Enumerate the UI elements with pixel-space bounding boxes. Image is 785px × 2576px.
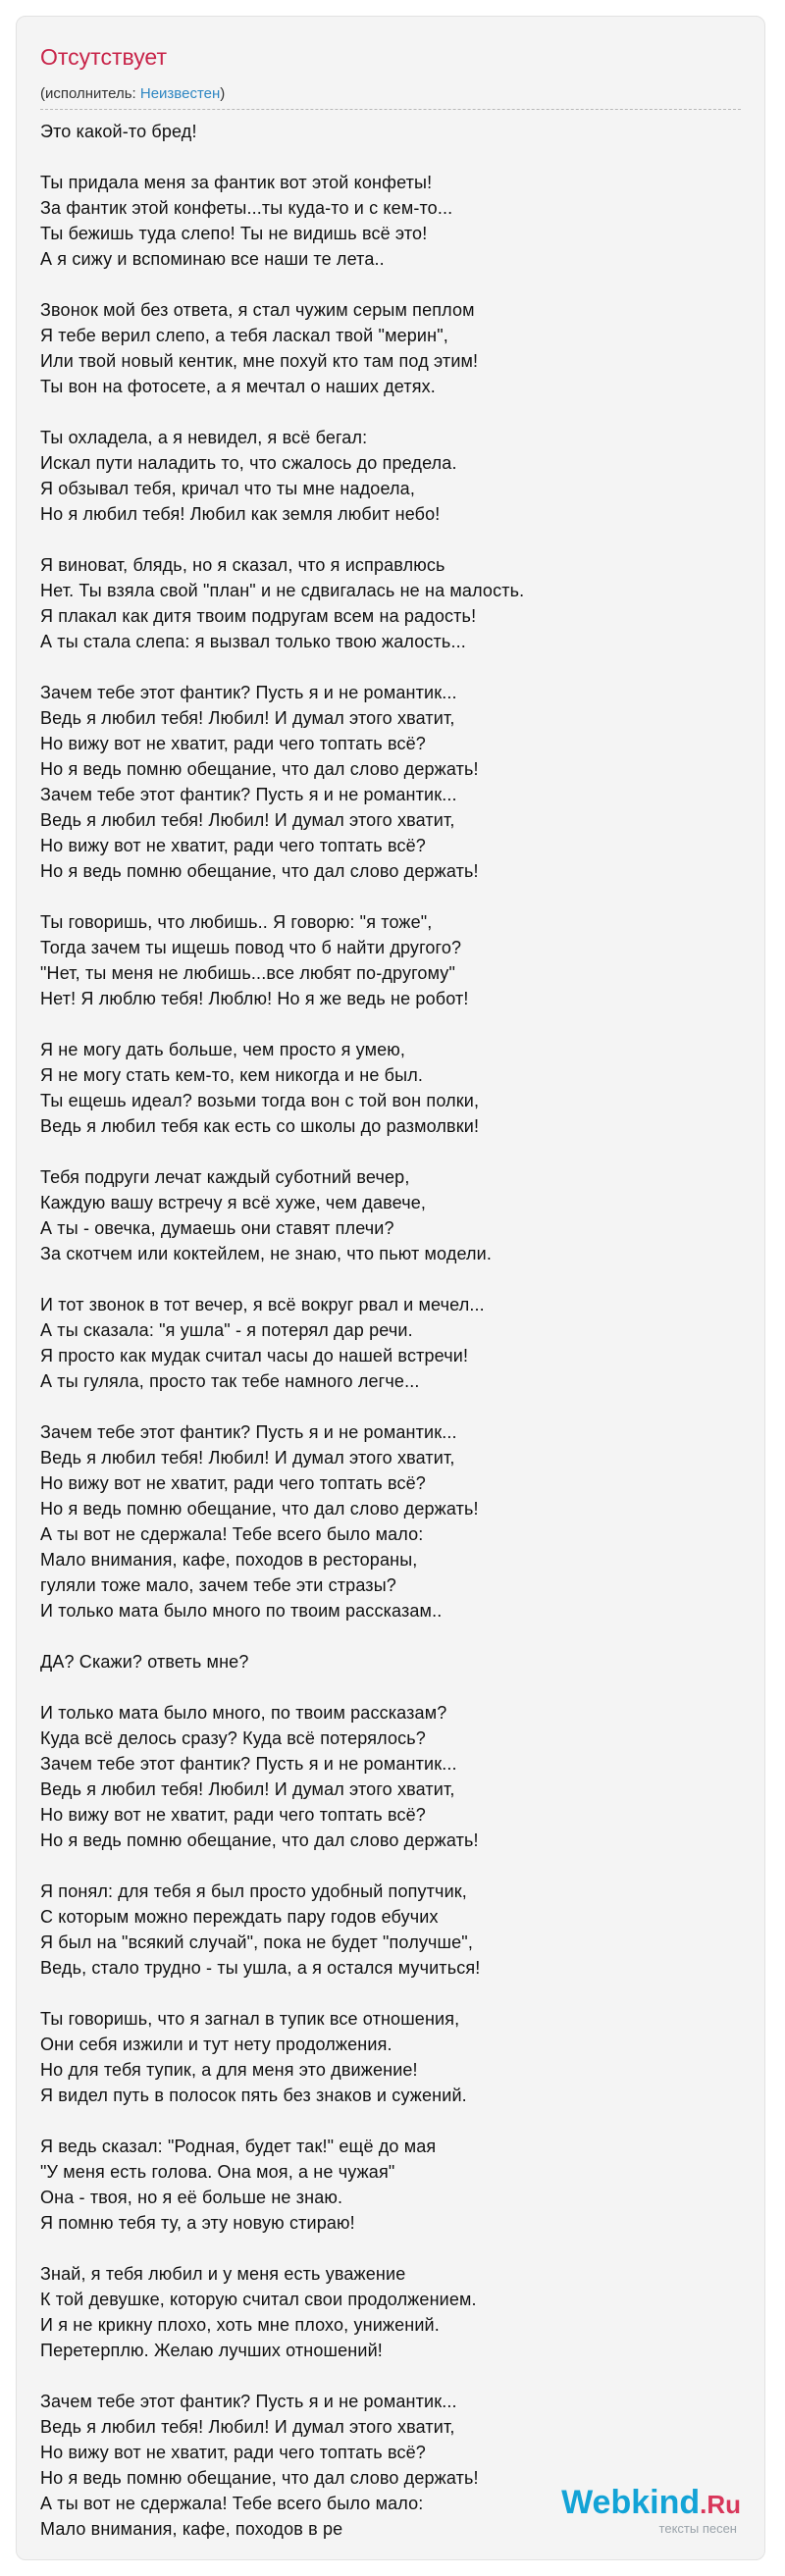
lyric-line: Ведь, стало трудно - ты ушла, а я остался мучиться! — [40, 1958, 481, 1978]
artist-prefix: (исполнитель: — [40, 85, 140, 102]
stanza-break — [40, 272, 745, 297]
lyric-line: А ты - овечка, думаешь они ставят плечи? — [40, 1218, 394, 1238]
stanza-break — [40, 1394, 745, 1419]
lyric-line: Я плакал как дитя твоим подругам всем на радость! — [40, 606, 477, 626]
lyric-line: Но для тебя тупик, а для меня это движение! — [40, 2060, 418, 2080]
artist-line — [40, 85, 225, 103]
lyric-line: Ведь я любил тебя! Любил! И думал этого хватит, — [40, 2417, 455, 2437]
lyric-line: Но вижу вот не хватит, ради чего топтать всё? — [40, 836, 426, 855]
lyric-line: Нет. Ты взяла свой "план" и не сдвигалась не на малость. — [40, 581, 525, 600]
logo-brand: Webkind — [561, 2484, 701, 2521]
lyric-line: Но вижу вот не хватит, ради чего топтать всё? — [40, 1473, 426, 1493]
artist-link[interactable]: Неизвестен — [139, 85, 221, 102]
logo-suffix: .Ru — [700, 2490, 741, 2519]
lyric-line: Звонок мой без ответа, я стал чужим серым пеплом — [40, 300, 475, 320]
lyric-line: Но я любил тебя! Любил как земля любит небо! — [40, 504, 441, 524]
site-logo[interactable] — [561, 2485, 741, 2536]
lyric-line: Ты говоришь, что любишь.. Я говорю: "я тоже", — [40, 912, 433, 932]
lyric-line: За фантик этой конфеты...ты куда-то и с кем-то... — [40, 198, 453, 218]
logo-wordmark — [561, 2485, 741, 2522]
stanza-break — [40, 884, 745, 909]
lyric-line: Но вижу вот не хватит, ради чего топтать всё? — [40, 1805, 426, 1825]
lyric-line: А ты вот не сдержала! Тебе всего было мало: — [40, 1524, 424, 1544]
lyric-line: "У меня есть голова. Она моя, а не чужая" — [40, 2162, 395, 2182]
stanza-break — [40, 1623, 745, 1649]
lyric-line: Тогда зачем ты ищешь повод что б найти другого? — [40, 938, 462, 957]
stanza-break — [40, 1853, 745, 1879]
divider — [40, 109, 741, 110]
lyric-line: Я видел путь в полосок пять без знаков и сужений. — [40, 2086, 467, 2105]
lyric-line: А ты гуляла, просто так тебе намного легче... — [40, 1371, 420, 1391]
lyric-line: Нет! Я люблю тебя! Люблю! Но я же ведь не робот! — [40, 989, 469, 1008]
lyric-line: Тебя подруги лечат каждый суботний вечер, — [40, 1167, 410, 1187]
lyric-line: Ведь я любил тебя! Любил! И думал этого хватит, — [40, 810, 455, 830]
song-title: Отсутствует — [40, 44, 167, 70]
stanza-break — [40, 1674, 745, 1700]
lyric-line: Знай, я тебя любил и у меня есть уважение — [40, 2264, 406, 2284]
lyric-line: И только мата было много, по твоим рассказам? — [40, 1703, 447, 1723]
lyric-line: Куда всё делось сразу? Куда всё потерялось? — [40, 1728, 426, 1748]
lyric-line: Мало внимания, кафе, походов в рестораны, — [40, 1550, 418, 1570]
lyric-line: Я ведь сказал: "Родная, будет так!" ещё до мая — [40, 2137, 437, 2156]
lyric-line: Перетерплю. Желаю лучших отношений! — [40, 2341, 383, 2360]
lyric-line: Я не могу дать больше, чем просто я умею, — [40, 1040, 406, 1059]
artist-suffix: ) — [220, 85, 226, 102]
lyric-line: Мало внимания, кафе, походов в ре — [40, 2519, 343, 2539]
lyric-line: И только мата было много по твоим рассказам.. — [40, 1601, 443, 1621]
lyric-line: Они себя изжили и тут нету продолжения. — [40, 2035, 392, 2054]
stanza-break — [40, 1981, 745, 2006]
stanza-break — [40, 2108, 745, 2134]
lyrics-card — [16, 16, 765, 2560]
lyric-line: Я виноват, блядь, но я сказал, что я исправлюсь — [40, 555, 445, 575]
lyric-line: Я понял: для тебя я был просто удобный попутчик, — [40, 1881, 467, 1901]
stanza-break — [40, 1139, 745, 1164]
lyric-line: Это какой-то бред! — [40, 122, 197, 141]
lyric-line: Но я ведь помню обещание, что дал слово держать! — [40, 1499, 479, 1519]
stanza-break — [40, 1011, 745, 1037]
lyric-line: Ведь я любил тебя как есть со школы до размолвки! — [40, 1116, 480, 1136]
lyric-line: Но я ведь помню обещание, что дал слово держать! — [40, 2468, 479, 2488]
lyric-line: Я не могу стать кем-то, кем никогда и не был. — [40, 1065, 424, 1085]
lyric-line: А ты стала слепа: я вызвал только твою жалость... — [40, 632, 466, 651]
lyrics-text — [40, 119, 745, 2542]
logo-tagline: тексты песен — [658, 2521, 737, 2536]
lyric-line: Она - твоя, но я её больше не знаю. — [40, 2188, 343, 2207]
lyric-line: Или твой новый кентик, мне похуй кто там под этим! — [40, 351, 479, 371]
lyric-line: Я просто как мудак считал часы до нашей встречи! — [40, 1346, 469, 1365]
lyric-line: Ведь я любил тебя! Любил! И думал этого хватит, — [40, 1448, 455, 1468]
lyric-line: Ты охладела, а я невидел, я всё бегал: — [40, 428, 368, 447]
lyric-line: К той девушке, которую считал свои продолжением. — [40, 2290, 477, 2309]
stanza-break — [40, 527, 745, 552]
lyric-line: Зачем тебе этот фантик? Пусть я и не романтик... — [40, 1754, 457, 1774]
lyric-line: Каждую вашу встречу я всё хуже, чем давече, — [40, 1193, 427, 1212]
lyric-line: И я не крикну плохо, хоть мне плохо, унижений. — [40, 2315, 440, 2335]
lyric-line: Ты ещешь идеал? возьми тогда вон с той вон полки, — [40, 1091, 480, 1110]
lyric-line: Я тебе верил слепо, а тебя ласкал твой "мерин", — [40, 326, 448, 345]
lyric-line: А ты сказала: "я ушла" - я потерял дар речи. — [40, 1320, 413, 1340]
stanza-break — [40, 144, 745, 170]
lyric-line: ДА? Скажи? ответь мне? — [40, 1652, 249, 1672]
stanza-break — [40, 2363, 745, 2389]
lyric-line: А ты вот не сдержала! Тебе всего было мало: — [40, 2494, 424, 2513]
lyric-line: Зачем тебе этот фантик? Пусть я и не романтик... — [40, 683, 457, 702]
lyric-line: Я был на "всякий случай", пока не будет "получше", — [40, 1932, 473, 1952]
lyric-line: Зачем тебе этот фантик? Пусть я и не романтик... — [40, 1422, 457, 1442]
lyric-line: Ты придала меня за фантик вот этой конфеты! — [40, 173, 433, 192]
lyric-line: Ты бежишь туда слепо! Ты не видишь всё это! — [40, 224, 428, 243]
stanza-break — [40, 654, 745, 680]
lyric-line: А я сижу и вспоминаю все наши те лета.. — [40, 249, 385, 269]
lyric-line: Но я ведь помню обещание, что дал слово держать! — [40, 1830, 479, 1850]
lyric-line: Ведь я любил тебя! Любил! И думал этого хватит, — [40, 708, 455, 728]
lyric-line: Я помню тебя ту, а эту новую стираю! — [40, 2213, 355, 2233]
lyric-line: Я обзывал тебя, кричал что ты мне надоела, — [40, 479, 415, 498]
lyric-line: Но вижу вот не хватит, ради чего топтать всё? — [40, 2443, 426, 2462]
lyric-line: Но вижу вот не хватит, ради чего топтать всё? — [40, 734, 426, 753]
lyric-line: Зачем тебе этот фантик? Пусть я и не романтик... — [40, 2392, 457, 2411]
stanza-break — [40, 399, 745, 425]
lyric-line: Ты говоришь, что я загнал в тупик все отношения, — [40, 2009, 460, 2029]
stanza-break — [40, 1266, 745, 1292]
stanza-break — [40, 2236, 745, 2261]
lyric-line: И тот звонок в тот вечер, я всё вокруг рвал и мечел... — [40, 1295, 485, 1314]
lyric-line: Зачем тебе этот фантик? Пусть я и не романтик... — [40, 785, 457, 804]
lyric-line: Но я ведь помню обещание, что дал слово держать! — [40, 759, 479, 779]
lyric-line: "Нет, ты меня не любишь...все любят по-другому" — [40, 963, 455, 983]
lyric-line: Ведь я любил тебя! Любил! И думал этого хватит, — [40, 1779, 455, 1799]
lyric-line: Искал пути наладить то, что сжалось до предела. — [40, 453, 457, 473]
lyric-line: Ты вон на фотосете, а я мечтал о наших детях. — [40, 377, 436, 396]
lyric-line: С которым можно переждать пару годов ебучих — [40, 1907, 439, 1927]
lyric-line: За скотчем или коктейлем, не знаю, что пьют модели. — [40, 1244, 493, 1263]
lyric-line: гуляли тоже мало, зачем тебе эти стразы? — [40, 1575, 396, 1595]
lyric-line: Но я ведь помню обещание, что дал слово держать! — [40, 861, 479, 881]
